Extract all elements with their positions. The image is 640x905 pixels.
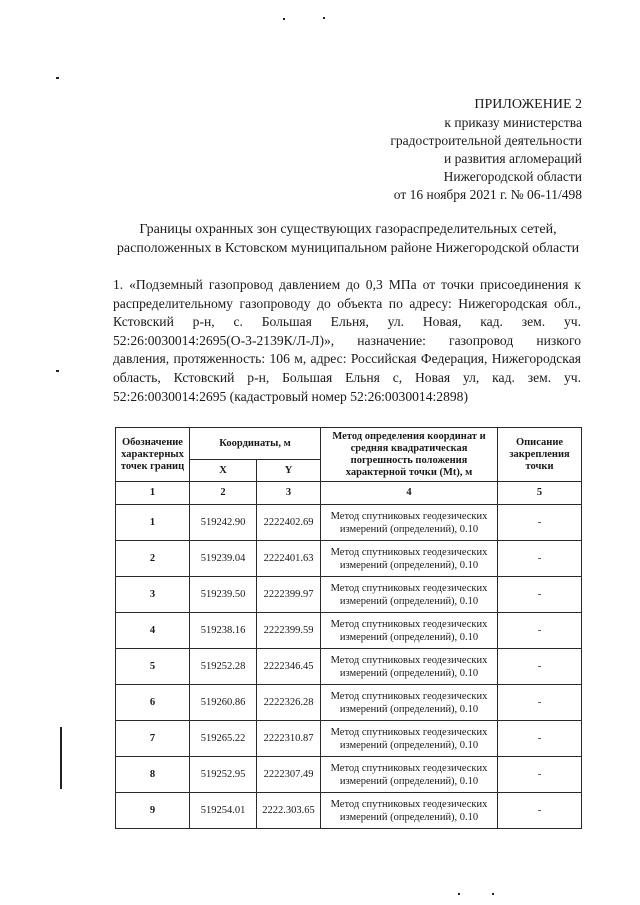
method-cell: Метод спутниковых геодезических измерений (определений), 0.10: [321, 757, 498, 793]
column-number: 4: [321, 482, 498, 505]
column-number: 1: [116, 482, 190, 505]
scan-mark: [56, 370, 59, 372]
appendix-date-line: от 16 ноября 2021 г. № 06-11/498: [393, 187, 582, 202]
table-row: [116, 685, 582, 721]
scan-mark: [492, 893, 494, 895]
table-row: [116, 541, 582, 577]
method-cell: Метод спутниковых геодезических измерений (определений), 0.10: [321, 649, 498, 685]
x-cell: 519265.22: [190, 721, 257, 757]
table-row: [116, 721, 582, 757]
header-fixing: Описание закрепления точки: [498, 428, 582, 482]
fixing-cell: -: [498, 541, 582, 577]
method-cell: Метод спутниковых геодезических измерений (определений), 0.10: [321, 577, 498, 613]
method-cell: Метод спутниковых геодезических измерений (определений), 0.10: [321, 721, 498, 757]
appendix-line: и развития агломераций: [443, 151, 582, 166]
x-cell: 519254.01: [190, 793, 257, 829]
scan-mark: [56, 77, 59, 79]
fixing-cell: -: [498, 721, 582, 757]
table-row: [116, 613, 582, 649]
y-cell: 2222307.49: [257, 757, 321, 793]
point-cell: 7: [116, 721, 190, 757]
point-cell: 6: [116, 685, 190, 721]
document-title-line: Границы охранных зон существующих газораспределительных сетей,: [139, 222, 557, 237]
appendix-heading: ПРИЛОЖЕНИЕ 2: [474, 97, 582, 112]
table-row: [116, 505, 582, 541]
point-cell: 4: [116, 613, 190, 649]
header-y: Y: [257, 460, 321, 482]
appendix-line: к приказу министерства: [444, 115, 582, 130]
x-cell: 519252.95: [190, 757, 257, 793]
document-title: [108, 220, 588, 258]
y-cell: 2222326.28: [257, 685, 321, 721]
y-cell: 2222.303.65: [257, 793, 321, 829]
y-cell: 2222401.63: [257, 541, 321, 577]
table-row: [116, 793, 582, 829]
scan-mark: [60, 727, 62, 789]
point-cell: 5: [116, 649, 190, 685]
y-cell: 2222310.87: [257, 721, 321, 757]
point-cell: 8: [116, 757, 190, 793]
coordinates-table: [115, 427, 582, 829]
table-row: [116, 757, 582, 793]
table-row: [116, 649, 582, 685]
point-cell: 9: [116, 793, 190, 829]
x-cell: 519260.86: [190, 685, 257, 721]
point-cell: 1: [116, 505, 190, 541]
y-cell: 2222399.59: [257, 613, 321, 649]
appendix-header: [390, 96, 582, 204]
point-cell: 2: [116, 541, 190, 577]
y-cell: 2222402.69: [257, 505, 321, 541]
x-cell: 519242.90: [190, 505, 257, 541]
method-cell: Метод спутниковых геодезических измерений (определений), 0.10: [321, 793, 498, 829]
document-title-line: расположенных в Кстовском муниципальном районе Нижегородской области: [116, 241, 580, 256]
fixing-cell: -: [498, 613, 582, 649]
x-cell: 519239.50: [190, 577, 257, 613]
fixing-cell: -: [498, 685, 582, 721]
table-row: [116, 577, 582, 613]
method-cell: Метод спутниковых геодезических измерений (определений), 0.10: [321, 685, 498, 721]
header-point: Обозначение характерных точек границ: [116, 428, 190, 482]
header-method: Метод определения координат и средняя квадратическая погрешность положения характерной точки (Mt), м: [321, 428, 498, 482]
x-cell: 519252.28: [190, 649, 257, 685]
scan-mark: [283, 18, 285, 20]
scan-mark: [458, 893, 460, 895]
column-number: 5: [498, 482, 582, 505]
y-cell: 2222399.97: [257, 577, 321, 613]
fixing-cell: -: [498, 649, 582, 685]
fixing-cell: -: [498, 577, 582, 613]
object-description: 1. «Подземный газопровод давлением до 0,3 МПа от точки присоединения к распределительному газопроводу до объекта по адресу: Нижегородская обл., Кстовский р-н, с. Большая Ельня, ул. Новая, кад. зем. уч. 52:26:0030014:2695(О-3-2139К/Л-Л)», назначение: газопровод низкого давления, протяженность: 106 м, адрес: Российская Федерация, Нижегородская область, Кстовский р-н, Большая Ельня с, Новая ул, кад. зем. уч. 52:26:0030014:2695 (кадастровый номер 52:26:0030014:2898): [113, 277, 581, 404]
header-coordinates: Координаты, м: [190, 428, 321, 460]
fixing-cell: -: [498, 757, 582, 793]
method-cell: Метод спутниковых геодезических измерений (определений), 0.10: [321, 541, 498, 577]
point-cell: 3: [116, 577, 190, 613]
appendix-line: градостроительной деятельности: [390, 133, 582, 148]
appendix-line: Нижегородской области: [443, 169, 582, 184]
method-cell: Метод спутниковых геодезических измерений (определений), 0.10: [321, 613, 498, 649]
x-cell: 519239.04: [190, 541, 257, 577]
column-number: 3: [257, 482, 321, 505]
fixing-cell: -: [498, 793, 582, 829]
method-cell: Метод спутниковых геодезических измерений (определений), 0.10: [321, 505, 498, 541]
header-x: X: [190, 460, 257, 482]
column-number: 2: [190, 482, 257, 505]
y-cell: 2222346.45: [257, 649, 321, 685]
fixing-cell: -: [498, 505, 582, 541]
scan-mark: [323, 17, 325, 19]
x-cell: 519238.16: [190, 613, 257, 649]
